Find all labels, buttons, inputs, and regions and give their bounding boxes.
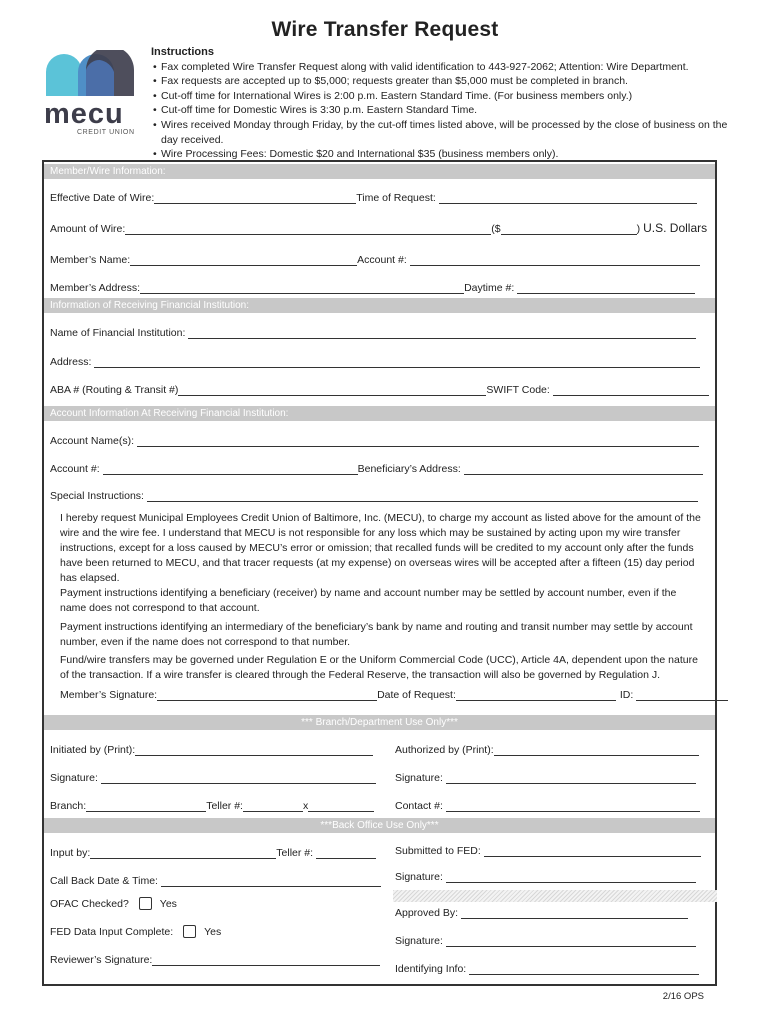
branch-label: Branch: (50, 800, 87, 812)
fi-name-field[interactable] (188, 328, 696, 339)
teller-hash-field[interactable] (316, 848, 376, 859)
aba-field[interactable] (178, 385, 486, 396)
daytime-field[interactable] (517, 283, 695, 294)
approved-signature-row (395, 935, 696, 947)
beneficiary-paragraph: Payment instructions identifying a beneficiary (receiver) by name and account number may be settled by account number, even if the name does not correspond to that account. (60, 587, 677, 614)
account-hash-row (50, 463, 703, 475)
authorization-paragraph: I hereby request Municipal Employees Credit Union of Baltimore, Inc. (MECU), to charge my account as listed above for the amount of the wire and the wire fee. I understand that MECU is not responsible for any loss which may be sustained by acting upon my wire transfer instructions, except for a loss caused by MECU’s error or omission; that recalled funds will be credited to my account only after the funds have been returned to MECU, and that tracer requests (at my expense) on overseas wires will be accepted after a fifteen (15) day period has elapsed. (60, 512, 701, 584)
identifying-info-label: Identifying Info: (395, 963, 467, 975)
special-instructions-label: Special Instructions: (50, 490, 144, 502)
teller-field[interactable] (243, 801, 303, 812)
id-field[interactable] (636, 690, 728, 701)
beneficiary-address-field[interactable] (464, 464, 703, 475)
form-frame (42, 160, 717, 986)
account-hash-field[interactable] (103, 464, 358, 475)
authorized-signature-label: Signature: (395, 772, 443, 784)
initiated-by-label: Initiated by (Print): (50, 744, 136, 756)
fed-input-row (50, 925, 221, 938)
initiated-by-row (50, 744, 373, 756)
identifying-info-field[interactable] (469, 964, 699, 975)
call-back-label: Call Back Date & Time: (50, 875, 158, 887)
fi-name-row (50, 327, 696, 339)
regulation-paragraph: Fund/wire transfers may be governed under Regulation E or the Uniform Commercial Code (UCC), Article 4A, dependent upon the nature of the transaction. If a wire transfer is cleared through the Federal Reserve, the transaction will also be governed by Regulation J. (60, 654, 698, 681)
approved-signature-label: Signature: (395, 935, 443, 947)
account-no-field[interactable] (410, 255, 700, 266)
logo-wordmark: mecu (44, 98, 124, 130)
time-of-request-field[interactable] (439, 193, 697, 204)
fed-input-label: FED Data Input Complete: (50, 925, 174, 938)
initiated-by-field[interactable] (135, 745, 373, 756)
ofac-label: OFAC Checked? (50, 897, 129, 910)
effective-date-row (50, 192, 697, 204)
instruction-item: • Fax requests are accepted up to $5,000; requests greater than $5,000 must be completed in branch. (151, 74, 731, 89)
identifying-info-row (395, 963, 699, 975)
back-office-signature-row (395, 871, 696, 883)
us-dollars-label: U.S. Dollars (643, 221, 708, 235)
input-by-label: Input by: (50, 847, 91, 859)
section-branch-use: *** Branch/Department Use Only*** (44, 715, 715, 730)
authorized-signature-field[interactable] (446, 773, 696, 784)
date-of-request-label: Date of Request: (377, 689, 456, 701)
member-address-field[interactable] (140, 283, 464, 294)
amount-numeric-field[interactable] (501, 224, 637, 235)
section-member-wire: Member/Wire Information: (44, 164, 715, 179)
account-names-label: Account Name(s): (50, 435, 135, 447)
effective-date-label: Effective Date of Wire: (50, 192, 155, 204)
reviewer-signature-label: Reviewer’s Signature: (50, 954, 153, 966)
logo-subtitle: CREDIT UNION (77, 129, 135, 136)
account-names-row (50, 435, 699, 447)
form-version: 2/16 OPS (662, 991, 704, 1002)
intermediary-paragraph: Payment instructions identifying an intermediary of the beneficiary’s bank by name and routing and transit number may settle by account number, even if the name does not correspond to that number. (60, 621, 693, 648)
member-address-label: Member’s Address: (50, 282, 141, 294)
date-of-request-field[interactable] (456, 690, 616, 701)
fi-address-field[interactable] (94, 357, 700, 368)
teller-label: Teller #: (206, 800, 243, 812)
approved-by-label: Approved By: (395, 907, 459, 919)
fi-address-row (50, 356, 700, 368)
branch-signature-label: Signature: (50, 772, 98, 784)
call-back-field[interactable] (161, 876, 381, 887)
member-signature-row (60, 689, 728, 701)
instruction-item: • Cut-off time for Domestic Wires is 3:30 p.m. Eastern Standard Time. (151, 103, 731, 118)
approved-by-row (395, 907, 688, 919)
extension-field[interactable] (308, 801, 374, 812)
call-back-row (50, 875, 381, 887)
member-signature-label: Member’s Signature: (60, 689, 158, 701)
submitted-to-fed-row (395, 845, 701, 857)
swift-label: SWIFT Code: (486, 384, 550, 396)
contact-field[interactable] (446, 801, 700, 812)
fed-input-yes-label: Yes (204, 925, 222, 938)
instructions (151, 45, 731, 162)
ofac-yes-label: Yes (159, 897, 177, 910)
ofac-checkbox[interactable] (139, 897, 152, 910)
amount-row (50, 221, 707, 235)
account-hash-label: Account #: (50, 463, 100, 475)
section-receiving-fi: Information of Receiving Financial Institution: (44, 298, 715, 313)
approved-by-field[interactable] (461, 908, 688, 919)
section-account-info: Account Information At Receiving Financial Institution: (44, 406, 715, 421)
instruction-item: • Wires received Monday through Friday, by the cut-off times listed above, will be processed by the close of business on the day received. (151, 118, 731, 147)
contact-row (395, 800, 700, 812)
branch-field[interactable] (86, 801, 206, 812)
member-name-field[interactable] (130, 255, 357, 266)
back-office-signature-field[interactable] (446, 872, 696, 883)
account-no-label: Account #: (357, 254, 407, 266)
approved-signature-field[interactable] (446, 936, 696, 947)
daytime-label: Daytime #: (464, 282, 515, 294)
amount-label: Amount of Wire: (50, 223, 126, 235)
instruction-item: • Wire Processing Fees: Domestic $20 and International $35 (business members only). (151, 147, 731, 162)
authorized-signature-row (395, 772, 696, 784)
member-address-row (50, 282, 695, 294)
input-by-field[interactable] (90, 848, 276, 859)
effective-date-field[interactable] (154, 193, 356, 204)
back-office-signature-label: Signature: (395, 871, 443, 883)
contact-label: Contact #: (395, 800, 443, 812)
beneficiary-address-label: Beneficiary’s Address: (357, 463, 461, 475)
input-by-row (50, 847, 376, 859)
member-name-row (50, 254, 700, 266)
instruction-item: • Fax completed Wire Transfer Request along with valid identification to 443-927-2062; Attention: Wire Department. (151, 60, 731, 75)
authorized-by-label: Authorized by (Print): (395, 744, 494, 756)
fed-input-checkbox[interactable] (183, 925, 196, 938)
fi-address-label: Address: (50, 356, 92, 368)
section-back-office: ***Back Office Use Only*** (44, 818, 715, 833)
reviewer-signature-field[interactable] (152, 955, 380, 966)
dollar-open: ($ (491, 223, 501, 235)
teller-hash-label: Teller #: (276, 847, 314, 859)
instructions-heading: Instructions (151, 46, 214, 58)
submitted-to-fed-field[interactable] (484, 846, 701, 857)
id-label: ID: (619, 689, 634, 701)
time-of-request-label: Time of Request: (356, 192, 436, 204)
branch-row (50, 800, 374, 812)
authorized-by-row (395, 744, 699, 756)
aba-label: ABA # (Routing & Transit #) (50, 384, 179, 396)
swift-field[interactable] (553, 385, 709, 396)
form-title: Wire Transfer Request (271, 18, 499, 41)
member-name-label: Member’s Name: (50, 254, 131, 266)
special-instructions-field[interactable] (147, 491, 698, 502)
amount-words-field[interactable] (125, 224, 491, 235)
special-instructions-row (50, 490, 698, 502)
branch-signature-field[interactable] (101, 773, 376, 784)
fi-name-label: Name of Financial Institution: (50, 327, 186, 339)
branch-signature-row (50, 772, 376, 784)
dollar-close: ) (636, 223, 641, 235)
ofac-row (50, 897, 177, 910)
aba-row (50, 384, 709, 396)
reviewer-signature-row (50, 954, 380, 966)
member-signature-field[interactable] (157, 690, 377, 701)
account-names-field[interactable] (137, 436, 699, 447)
instruction-item: • Cut-off time for International Wires is 2:00 p.m. Eastern Standard Time. (For business members only.) (151, 89, 731, 104)
authorized-by-field[interactable] (494, 745, 699, 756)
x-label: x (302, 800, 309, 812)
hatched-divider (393, 890, 717, 902)
submitted-to-fed-label: Submitted to FED: (395, 845, 481, 857)
